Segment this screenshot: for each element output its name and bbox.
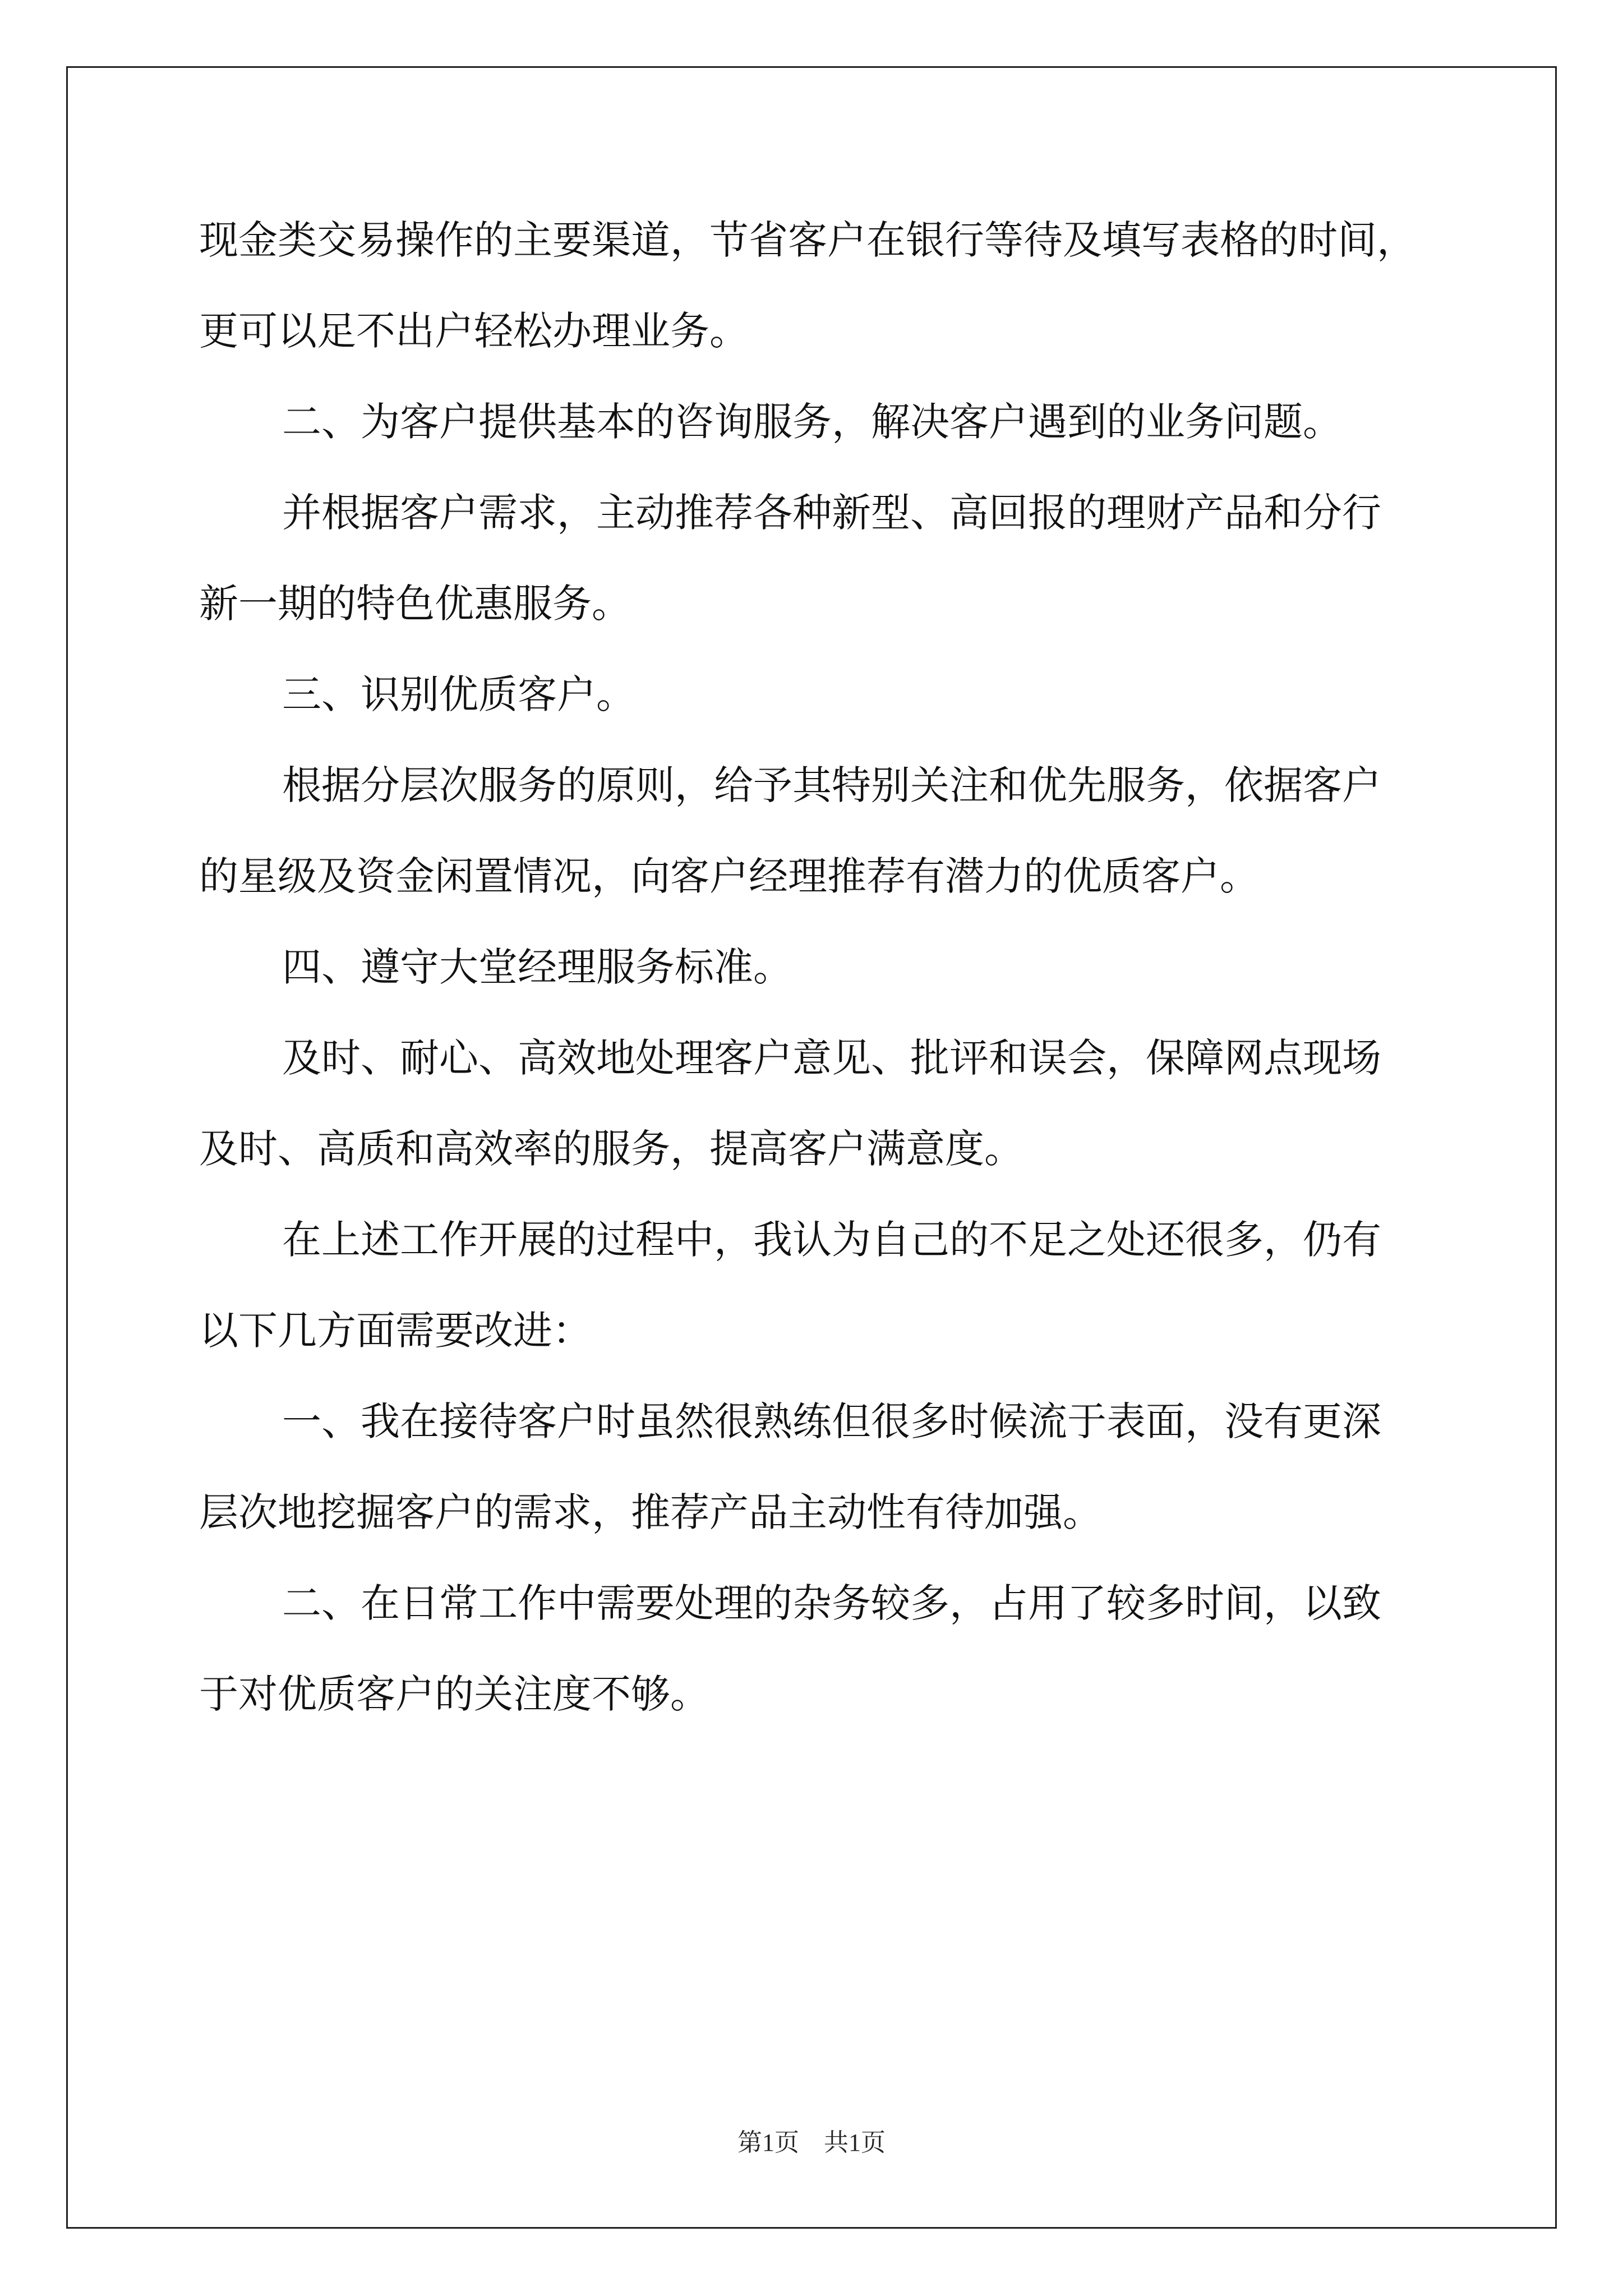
text-line: 于对优质客户的关注度不够。 (199, 1671, 709, 1717)
text-line: 根据分层次服务的原则，给予其特别关注和优先服务，依据客户 (282, 762, 1381, 808)
text-line: 新一期的特色优惠服务。 (199, 581, 631, 627)
text-line: 一、我在接待客户时虽然很熟练但很多时候流于表面，没有更深 (282, 1398, 1381, 1444)
text-line: 层次地挖掘客户的需求，推荐产品主动性有待加强。 (199, 1489, 1102, 1535)
text-line: 三、识别优质客户。 (282, 671, 635, 717)
text-line: 的星级及资金闲置情况，向客户经理推荐有潜力的优质客户。 (199, 853, 1259, 899)
text-line: 四、遵守大堂经理服务标准。 (282, 944, 792, 990)
text-line: 二、为客户提供基本的咨询服务，解决客户遇到的业务问题。 (282, 399, 1342, 445)
text-line: 更可以足不出户轻松办理业务。 (199, 308, 749, 354)
text-line: 并根据客户需求，主动推荐各种新型、高回报的理财产品和分行 (282, 490, 1381, 536)
text-line: 现金类交易操作的主要渠道，节省客户在银行等待及填写表格的时间， (199, 217, 1416, 263)
text-line: 以下几方面需要改进： (199, 1308, 592, 1354)
text-line: 及时、耐心、高效地处理客户意见、批评和误会，保障网点现场 (282, 1035, 1381, 1081)
text-line: 及时、高质和高效率的服务，提高客户满意度。 (199, 1126, 1023, 1172)
text-line: 二、在日常工作中需要处理的杂务较多，占用了较多时间，以致 (282, 1580, 1381, 1626)
page-footer: 第1页 共1页 (737, 2129, 886, 2156)
text-line: 在上述工作开展的过程中，我认为自己的不足之处还很多，仍有 (282, 1217, 1381, 1263)
